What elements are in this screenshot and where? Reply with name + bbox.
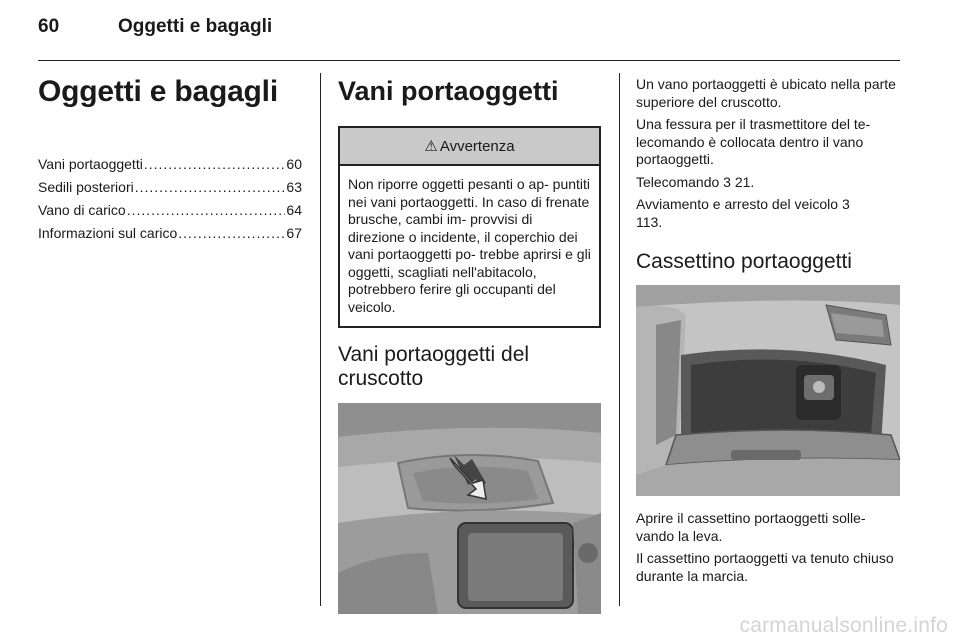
paragraph: Un vano portaoggetti è ubicato nella parte superiore del cruscotto.	[636, 76, 896, 110]
warning-box	[338, 126, 601, 328]
toc-label: Informazioni sul carico	[38, 225, 178, 241]
warning-text: Non riporre oggetti pesanti o ap- puntiti nei vani portaoggetti. In caso di frenate brusche, cambi im- provvisi di direzione o incidente, il coperchio dei vani portaoggetti po- trebbe aprirsi e gli oggetti, scagliati nell'abitacolo, potrebbero ferire gli occupanti del veicolo.	[348, 176, 591, 315]
column-divider-1	[320, 73, 321, 606]
page-header	[38, 10, 900, 50]
cross-reference	[636, 196, 856, 231]
arrow-icon: 3	[841, 196, 850, 212]
toc-label: Vano di carico	[38, 202, 126, 218]
right-column	[636, 76, 902, 590]
toc-leader	[144, 153, 286, 176]
subsection-title: Cassettino portaoggetti	[636, 250, 852, 273]
toc-page: 63	[286, 179, 302, 195]
reference-text: Telecomando	[636, 173, 720, 190]
warning-header	[340, 128, 599, 166]
chapter-column	[38, 73, 302, 245]
running-header-title: Oggetti e bagagli	[118, 16, 273, 37]
paragraph: Aprire il cassettino portaoggetti solle- vando la leva.	[636, 510, 866, 544]
reference-page[interactable]: 113.	[636, 213, 663, 230]
toc-leader	[178, 222, 285, 245]
page-number: 60	[38, 16, 60, 37]
chapter-title: Oggetti e bagagli	[38, 75, 278, 108]
toc-label: Vani portaoggetti	[38, 156, 143, 172]
toc-entry[interactable]	[38, 153, 302, 176]
toc-page: 64	[286, 202, 302, 218]
toc-page: 60	[286, 156, 302, 172]
toc-leader	[135, 176, 286, 199]
warning-triangle-icon: ⚠	[424, 138, 438, 155]
cross-reference	[636, 174, 902, 192]
toc-page: 67	[286, 225, 302, 241]
section-title: Vani portaoggetti	[338, 76, 559, 106]
toc-entry[interactable]	[38, 222, 302, 245]
paragraph: Una fessura per il trasmettitore del te- lecomando è collocata dentro il vano portaoggetti.	[636, 116, 871, 167]
glovebox-photo	[636, 285, 900, 496]
toc-label: Sedili posteriori	[38, 179, 134, 195]
toc-entry[interactable]	[38, 176, 302, 199]
toc-leader	[127, 199, 286, 222]
section-column	[338, 73, 601, 614]
arrow-icon: 3	[723, 173, 731, 190]
table-of-contents	[38, 153, 302, 245]
subsection-title: Vani portaoggetti del cruscotto	[338, 343, 530, 390]
paragraph: Il cassettino portaoggetti va tenuto chiuso durante la marcia.	[636, 550, 894, 584]
header-rule	[38, 60, 900, 61]
warning-title: Avvertenza	[439, 137, 515, 155]
column-divider-2	[619, 73, 620, 606]
reference-text: Avviamento e arresto del veicolo	[636, 196, 839, 212]
watermark: carmanualsonline.info	[739, 614, 948, 637]
dashboard-storage-photo	[338, 403, 601, 614]
reference-page[interactable]: 21.	[734, 173, 755, 190]
toc-entry[interactable]	[38, 199, 302, 222]
